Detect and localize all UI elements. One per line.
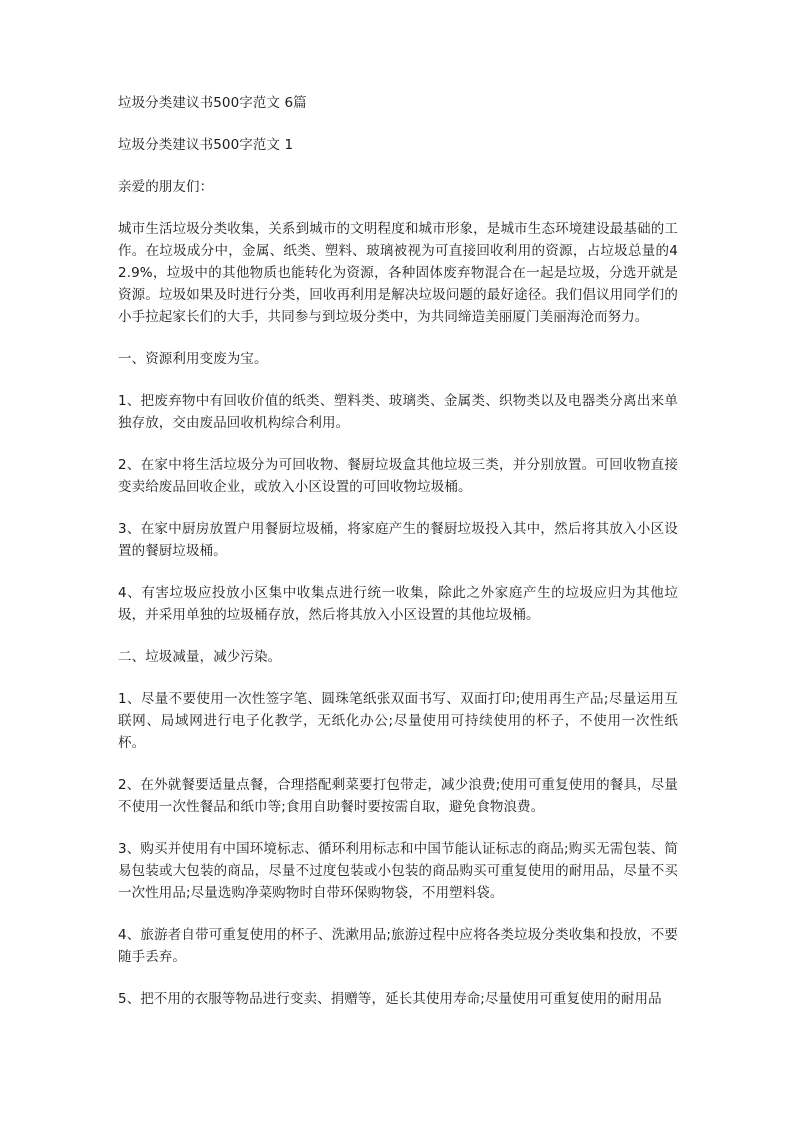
section-heading-1: 一、资源利用变废为宝。 [118,351,268,367]
list-item: 1、把废弃物中有回收价值的纸类、塑料类、玻璃类、金属类、织物类以及电器类分离出来单独存放，交由废品回收机构综合利用。 [118,393,678,431]
list-item: 4、有害垃圾应投放小区集中收集点进行统一收集，除此之外家庭产生的垃圾应归为其他垃圾，并采用单独的垃圾桶存放，然后将其放入小区设置的其他垃圾桶。 [118,585,678,623]
greeting: 亲爱的朋友们： [118,179,214,195]
list-item: 1、尽量不要使用一次性签字笔、圆珠笔纸张双面书写、双面打印;使用再生产品;尽量运用互联网、局域网进行电子化教学，无纸化办公;尽量使用可持续使用的杯子，不使用一次性纸杯。 [118,691,678,751]
list-item: 5、把不用的衣服等物品进行变卖、捐赠等，延长其使用寿命;尽量使用可重复使用的耐用品 [118,991,662,1007]
list-item: 2、在家中将生活垃圾分为可回收物、餐厨垃圾盒其他垃圾三类，并分别放置。可回收物直接变卖给废品回收企业，或放入小区设置的可回收物垃圾桶。 [118,457,678,495]
list-item: 2、在外就餐要适量点餐，合理搭配剩菜要打包带走，减少浪费;使用可重复使用的餐具，尽量不使用一次性餐品和纸巾等;食用自助餐时要按需自取，避免食物浪费。 [118,777,678,815]
list-item: 3、购买并使用有中国环境标志、循环利用标志和中国节能认证标志的商品;购买无需包装、简易包装或大包装的商品，尽量不过度包装或小包装的商品购买可重复使用的耐用品，尽量不买一次性用品;尽量选购净菜购物时自带环保购物袋，不用塑料袋。 [118,841,678,901]
intro-paragraph: 城市生活垃圾分类收集，关系到城市的文明程度和城市形象，是城市生态环境建设最基础的工作。在垃圾成分中，金属、纸类、塑料、玻璃被视为可直接回收利用的资源，占垃圾总量的42.9%，垃圾中的其他物质也能转化为资源，各种固体废弃物混合在一起是垃圾，分选开就是资源。垃圾如果及时进行分类，回收再利用是解决垃圾问题的最好途径。我们倡议用同学们的小手拉起家长们的大手，共同参与到垃圾分类中，为共同缔造美丽厦门美丽海沧而努力。 [118,221,678,325]
section-heading-2: 二、垃圾减量，减少污染。 [118,649,282,665]
list-item: 4、旅游者自带可重复使用的杯子、洗漱用品;旅游过程中应将各类垃圾分类收集和投放，不要随手丢弃。 [118,927,678,965]
document-body [118,92,678,1030]
document-title: 垃圾分类建议书500字范文 6篇 [118,95,307,111]
document-subtitle: 垃圾分类建议书500字范文 1 [118,137,294,153]
list-item: 3、在家中厨房放置户用餐厨垃圾桶，将家庭产生的餐厨垃圾投入其中，然后将其放入小区设置的餐厨垃圾桶。 [118,521,678,559]
